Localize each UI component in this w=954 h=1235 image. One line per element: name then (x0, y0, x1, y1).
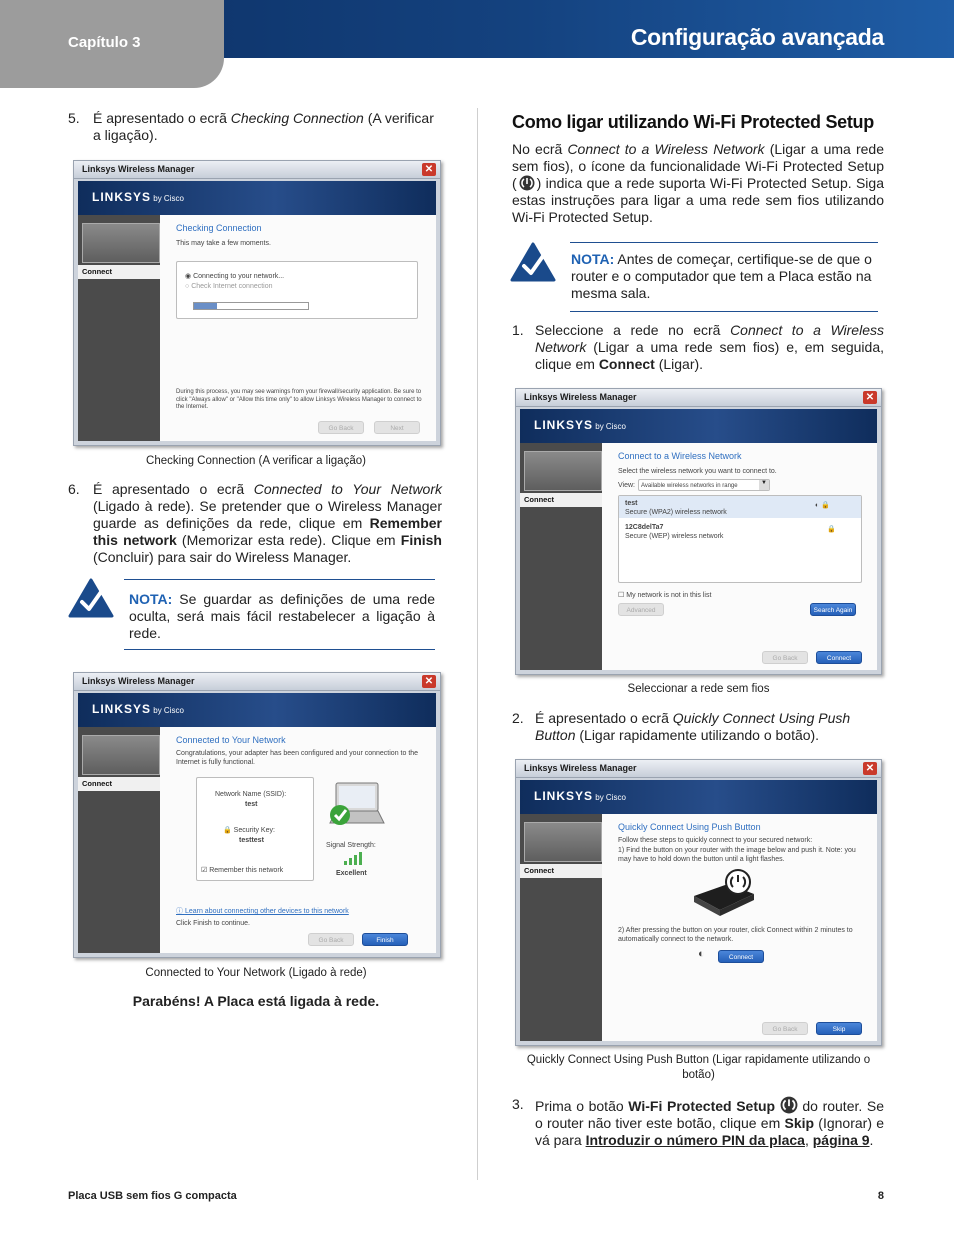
step-3-number: 3. (512, 1096, 524, 1112)
screen-subtitle: This may take a few moments. (176, 240, 271, 247)
finish-hint: Click Finish to continue. (176, 920, 250, 927)
screenshot-connect-wireless (515, 388, 882, 675)
window-titlebar (516, 760, 881, 778)
instruction-step-2: 2) After pressing the button on your router, click Connect within 2 minutes to automatically connect to the network. (618, 927, 853, 943)
window-title: Linksys Wireless Manager (82, 676, 195, 686)
step-5-number: 5. (68, 110, 80, 126)
linksys-banner (520, 780, 877, 814)
go-back-button[interactable]: Go Back (308, 933, 354, 946)
main-pane (160, 215, 436, 441)
sidebar (78, 215, 160, 441)
step-2-number: 2. (512, 710, 524, 726)
window-titlebar (74, 161, 440, 179)
chapter-label: Capítulo 3 (68, 34, 141, 51)
router-icon (688, 866, 760, 918)
ssid-value: test (245, 801, 258, 808)
step-6-number: 6. (68, 481, 80, 497)
window-title: Linksys Wireless Manager (82, 164, 195, 174)
caption-select-network: Seleccionar a rede sem fios (627, 683, 770, 695)
linksys-banner (78, 181, 436, 215)
screen-title: Connected to Your Network (176, 735, 286, 745)
learn-more-link[interactable]: ⓘ Learn about connecting other devices to this network (176, 908, 349, 915)
linksys-banner (78, 693, 436, 727)
network-name: test (625, 500, 638, 507)
signal-strength-label: Signal Strength: (326, 842, 376, 849)
network-info-box (196, 777, 314, 881)
step-2-text: É apresentado o ecrã Quickly Connect Using Push Button (Ligar rapidamente utilizando o botão). (535, 710, 851, 743)
progress-bar (193, 302, 309, 310)
sidebar-connect-label: Connect (520, 493, 602, 507)
wps-icon: ◐ 🔒 (815, 502, 830, 509)
screen-title: Connect to a Wireless Network (618, 451, 742, 461)
window-title: Linksys Wireless Manager (524, 392, 637, 402)
page-number: 8 (877, 1190, 884, 1202)
sidebar-connect-label: Connect (520, 864, 602, 878)
page-title: Configuração avançada (630, 24, 884, 50)
skip-button[interactable]: Skip (816, 1022, 862, 1035)
main-pane (602, 443, 877, 670)
pin-link[interactable]: Introduzir o número PIN da placa (585, 1132, 805, 1148)
sidebar-connect-label: Connect (78, 265, 160, 279)
finish-button[interactable]: Finish (362, 933, 408, 946)
advanced-button[interactable]: Advanced (618, 603, 664, 616)
main-pane (160, 727, 436, 953)
lock-icon: 🔒 (223, 827, 232, 834)
security-key-label: 🔒 Security Key: (223, 827, 275, 834)
window-titlebar (516, 389, 881, 407)
screen-title: Quickly Connect Using Push Button (618, 822, 761, 832)
not-listed-checkbox[interactable]: ☐ My network is not in this list (618, 592, 712, 599)
connect-button[interactable]: Connect (816, 651, 862, 664)
next-button[interactable]: Next (374, 421, 420, 434)
status-item-1: ◉ Connecting to your network... (185, 273, 285, 280)
note-text: NOTA: Se guardar as definições de uma rede oculta, será mais fácil restabelecer a ligação à rede. (129, 591, 435, 641)
screen-title: Checking Connection (176, 223, 262, 233)
wps-icon (519, 175, 535, 191)
checkmark-icon (68, 578, 114, 618)
laptop-icon (326, 779, 388, 835)
step-3-text: Prima o botão Wi-Fi Protected Setup do router. Se o router não tiver este botão, clique em Skip (Ignorar) e vá para Introduzir o número PIN da placa, página 9. (535, 1098, 885, 1148)
close-icon: ✕ (422, 163, 436, 176)
view-dropdown[interactable]: Available wireless networks in range ▼ (638, 479, 770, 491)
wps-icon: ◐ (698, 948, 705, 960)
step-1-number: 1. (512, 322, 524, 338)
go-back-button[interactable]: Go Back (762, 1022, 808, 1035)
network-name: 12C8delTa7 (625, 524, 664, 531)
screen-subtitle: Select the wireless network you want to connect to. (618, 468, 777, 475)
go-back-button[interactable]: Go Back (762, 651, 808, 664)
signal-bars-icon (344, 851, 368, 865)
step-1-text: Seleccione a rede no ecrã Connect to a Wireless Network (Ligar a uma rede sem fios) e, em seguida, clique em Connect (Ligar). (535, 322, 884, 372)
signal-strength-value: Excellent (336, 870, 367, 877)
sidebar (78, 727, 160, 953)
status-box (176, 261, 418, 319)
linksys-banner (520, 409, 877, 443)
footer-product-name: Placa USB sem fios G compacta (68, 1190, 237, 1202)
close-icon: ✕ (863, 762, 877, 775)
security-key-value: testtest (239, 837, 264, 844)
linksys-logo: LINKSYS by Cisco (92, 190, 184, 204)
congratulations-text: Parabéns! A Placa está ligada à rede. (132, 993, 380, 1009)
linksys-logo: LINKSYS by Cisco (534, 418, 626, 432)
network-row[interactable] (619, 520, 861, 542)
network-list (618, 495, 862, 583)
screenshot-push-button (515, 759, 882, 1046)
close-icon: ✕ (422, 675, 436, 688)
sidebar (520, 443, 602, 670)
screen-subtitle: Follow these steps to quickly connect to your secured network: (618, 837, 813, 844)
sidebar-connect-label: Connect (78, 777, 160, 791)
connect-button[interactable]: Connect (718, 950, 764, 963)
step-5-text: É apresentado o ecrã Checking Connection (A verificar a ligação). (93, 110, 434, 143)
column-divider (477, 108, 478, 1180)
note-text: NOTA: Antes de começar, certifique-se de que o router e o computador que tem a Placa estão na mesma sala. (571, 251, 872, 301)
caption-checking-connection: Checking Connection (A verificar a ligação) (146, 455, 366, 467)
step-6-text: É apresentado o ecrã Connected to Your Network (Ligado à rede). Se pretender que o Wireless Manager guarde as definições da rede, clique em Remember this network (Memorizar esta rede). Clique em Finish (Concluir) para sair do Wireless Manager. (93, 481, 442, 565)
page-9-link[interactable]: página 9 (812, 1132, 870, 1148)
wps-icon (780, 1096, 798, 1114)
chevron-down-icon: ▼ (759, 480, 769, 490)
close-icon: ✕ (863, 391, 877, 404)
screenshot-checking-connection (73, 160, 441, 446)
linksys-logo: LINKSYS by Cisco (92, 702, 184, 716)
remember-checkbox[interactable]: ☑ Remember this network (201, 867, 284, 874)
linksys-logo: LINKSYS by Cisco (534, 789, 626, 803)
info-icon: ⓘ (176, 908, 183, 915)
note-same-room (510, 240, 878, 312)
instruction-step-1: 1) Find the button on your router with the image below and push it. Note: you may have to hold down the button until a light flashes. (618, 847, 856, 863)
network-security: Secure (WPA2) wireless network (625, 509, 727, 516)
network-row-selected[interactable] (619, 496, 861, 518)
caption-connected-network: Connected to Your Network (Ligado à rede) (145, 967, 367, 979)
sidebar (520, 814, 602, 1041)
screenshot-connected-network (73, 672, 441, 958)
window-title: Linksys Wireless Manager (524, 763, 637, 773)
network-security: Secure (WEP) wireless network (625, 533, 724, 540)
intro-paragraph: No ecrã Connect to a Wireless Network (Ligar a uma rede sem fios), o ícone da funcionalidade Wi-Fi Protected Setup ( ) indica que a rede suporta Wi-Fi Protected Setup. Siga estas instruções para ligar a uma rede sem fios utilizando Wi-Fi Protected Setup. (512, 141, 884, 225)
screen-subtitle: Congratulations, your adapter has been configured and your connection to the Internet is fully functional. (176, 750, 419, 766)
caption-push-button: Quickly Connect Using Push Button (Ligar rapidamente utilizando o botão) (526, 1054, 871, 1081)
main-pane (602, 814, 877, 1041)
search-again-button[interactable]: Search Again (810, 603, 856, 616)
view-label: View: (618, 482, 635, 489)
ssid-label: Network Name (SSID): (215, 791, 287, 798)
go-back-button[interactable]: Go Back (318, 421, 364, 434)
section-heading: Como ligar utilizando Wi-Fi Protected Setup (512, 112, 874, 132)
firewall-warning: During this process, you may see warnings from your firewall/security application. Be sure to click "Always allow" or "Allow this time only" to allow Linksys Wireless Manager to connect to the Internet. (176, 389, 422, 410)
note-hidden-network (68, 578, 435, 650)
lock-icon: 🔒 (827, 526, 836, 533)
status-item-2: ○ Check Internet connection (185, 283, 273, 290)
window-titlebar (74, 673, 440, 691)
checkmark-icon (510, 242, 556, 282)
